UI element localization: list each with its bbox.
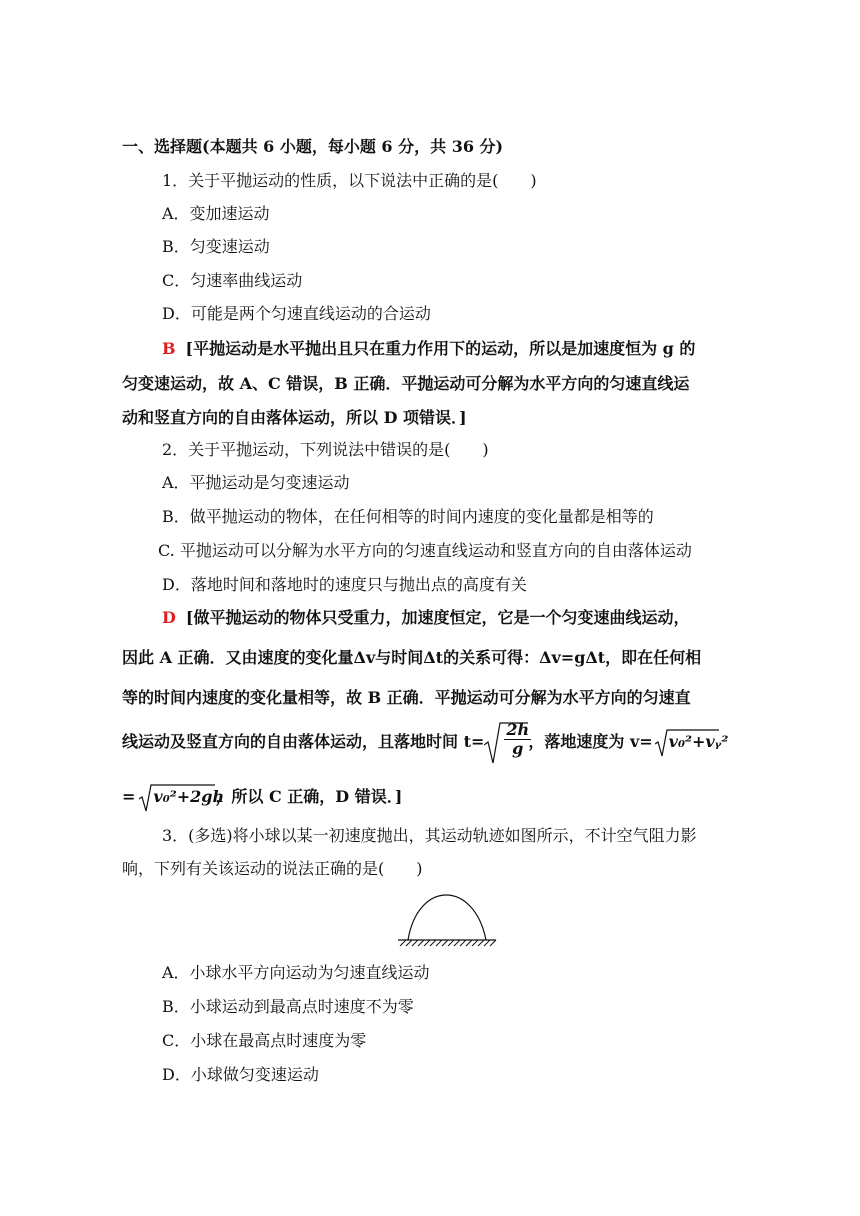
sqrt-time: $\frac{2h}{g}$ — [484, 721, 528, 765]
q3-option-d: D．小球做匀变速运动 — [162, 1065, 319, 1084]
q3-stem-line-1: 3．(多选)将小球以某一初速度抛出，其运动轨迹如图所示，不计空气阻力影 — [162, 826, 697, 845]
q1-option-b: B．匀变速运动 — [162, 237, 270, 256]
q1-option-a: A．变加速运动 — [162, 204, 270, 223]
ground-hatching — [400, 940, 496, 946]
parabola-trajectory — [408, 895, 486, 940]
q1-option-c: C．匀速率曲线运动 — [162, 271, 303, 290]
sqrt-velocity-2: v₀²+2gh — [139, 783, 215, 813]
q2-option-d: D．落地时间和落地时的速度只与抛出点的高度有关 — [162, 575, 527, 594]
q1-answer: B — [162, 339, 176, 358]
q1-stem: 1．关于平抛运动的性质，以下说法中正确的是( ) — [162, 171, 537, 190]
q3-option-b: B．小球运动到最高点时速度不为零 — [162, 997, 414, 1016]
trajectory-figure — [396, 886, 498, 948]
q2-explanation-line-4: 线运动及竖直方向的自由落体运动，且落地时间 t= $\frac{2h}{g}$ ，落地速度为 v= v₀²+vᵧ² — [122, 718, 719, 766]
q3-option-a: A．小球水平方向运动为匀速直线运动 — [162, 963, 430, 982]
q1-option-d: D．可能是两个匀速直线运动的合运动 — [162, 304, 431, 323]
q2-explanation-line-1: D [做平抛运动的物体只受重力，加速度恒定，它是一个匀变速曲线运动， — [162, 608, 690, 627]
sqrt-velocity: v₀²+vᵧ² — [655, 728, 719, 758]
q2-explanation-line-5: = v₀²+2gh ，所以 C 正确，D 错误．] — [122, 780, 402, 814]
q2-option-c: C. 平抛运动可以分解为水平方向的匀速直线运动和竖直方向的自由落体运动 — [158, 541, 692, 560]
section-title: 一、选择题(本题共 6 小题，每小题 6 分，共 36 分) — [122, 137, 504, 156]
q2-option-a: A．平抛运动是匀变速运动 — [162, 473, 350, 492]
q3-option-c: C．小球在最高点时速度为零 — [162, 1031, 367, 1050]
q2-stem: 2．关于平抛运动，下列说法中错误的是( ) — [162, 440, 489, 459]
q2-option-b: B．做平抛运动的物体，在任何相等的时间内速度的变化量都是相等的 — [162, 507, 654, 526]
q1-explanation-line-3: 动和竖直方向的自由落体运动，所以 D 项错误．] — [122, 408, 467, 427]
q3-stem-line-2: 响，下列有关该运动的说法正确的是( ) — [122, 859, 423, 878]
q2-answer: D — [162, 608, 176, 627]
q1-explanation-line-1: B [平抛运动是水平抛出且只在重力作用下的运动，所以是加速度恒为 g 的 — [162, 339, 696, 358]
q1-explanation-line-2: 匀变速运动，故 A、C 错误，B 正确．平抛运动可分解为水平方向的匀速直线运 — [122, 374, 690, 393]
q2-explanation-line-2: 因此 A 正确．又由速度的变化量Δv与时间Δt的关系可得：Δv=gΔt，即在任何相 — [122, 648, 702, 667]
q2-explanation-line-3: 等的时间内速度的变化量相等，故 B 正确．平抛运动可分解为水平方向的匀速直 — [122, 688, 691, 707]
